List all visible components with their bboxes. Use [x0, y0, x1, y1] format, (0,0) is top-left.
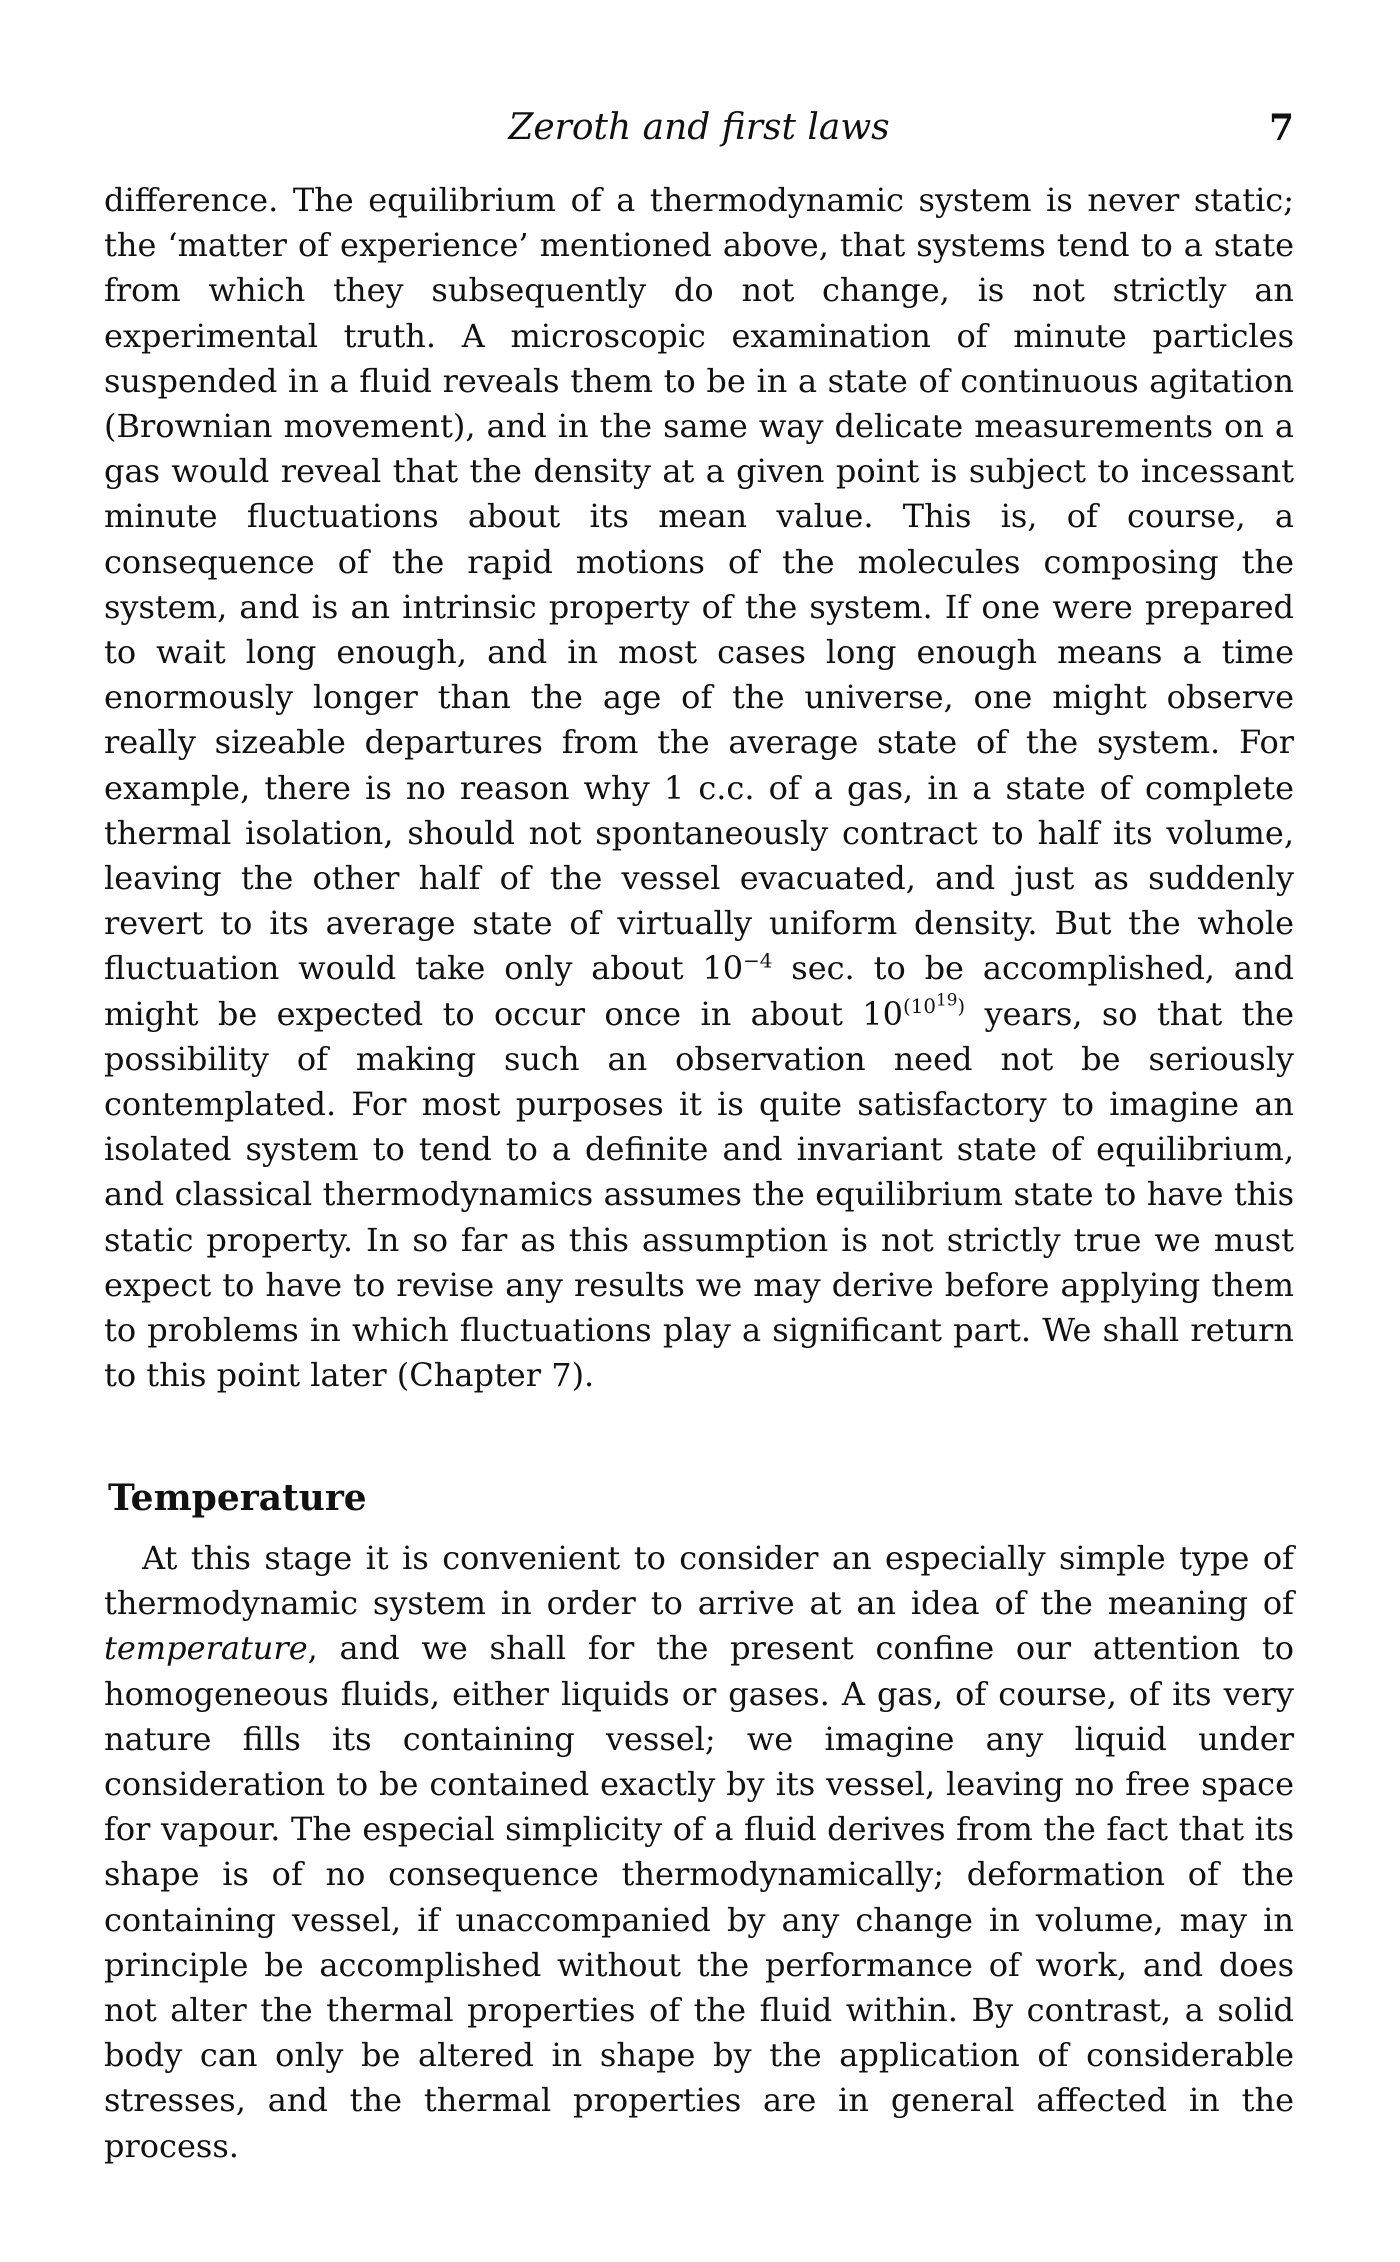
exponent-inner: 19 [935, 989, 958, 1010]
paragraph-text: At this stage it is convenient to consider an especially simple type of thermodynamic system in order to arrive at an idea of the meaning of [104, 1539, 1294, 1623]
exponent-ten-to-nineteen [903, 989, 966, 1018]
section-heading-temperature: Temperature [108, 1477, 367, 1519]
paragraph-text: sec. to be accomplished, and might be expected to occur once in about 10 [104, 949, 1295, 1033]
exponent-open: (10 [903, 995, 936, 1018]
exponent-close: ) [957, 995, 966, 1018]
exponent-minus-four: −4 [743, 949, 773, 973]
running-header [104, 104, 1294, 152]
paragraph-text: , and we shall for the present confine our attention to homogeneous fluids, either liquids or gases. A gas, of course, of its very nature fills its containing vessel; we imagine any liquid under consideration to be contained exactly by its vessel, leaving no free space for vapour. The especial simplicity of a fluid derives from the fact that its shape is of no consequence thermodynamically; deformation of the containing vessel, if unaccompanied by any change in volume, may in principle be accomplished without the performance of work, and does not alter the thermal properties of the fluid within. By contrast, a solid body can only be altered in shape by the application of considerable stresses, and the thermal properties are in general affected in the process. [104, 1629, 1294, 2165]
paragraph-temperature [104, 1536, 1294, 2169]
paragraph-fluctuations [104, 178, 1294, 1398]
paragraph-text: difference. The equilibrium of a thermodynamic system is never static; the ‘matter of experience’ mentioned above, that systems tend to a state from which they subsequently do not change, is not strictly an experimental truth. A microscopic examination of minute particles suspended in a fluid reveals them to be in a state of continuous agitation (Brownian movement), and in the same way delicate measurements on a gas would reveal that the density at a given point is subject to incessant minute fluctuations about its mean value. This is, of course, a consequence of the rapid motions of the molecules composing the system, and is an intrinsic property of the system. If one were prepared to wait long enough, and in most cases long enough means a time enormously longer than the age of the universe, one might observe really sizeable departures from the average state of the system. For example, there is no reason why 1 c.c. of a gas, in a state of complete thermal isolation, should not spontaneously contract to half its volume, leaving the other half of the vessel evacuated, and just as suddenly revert to its average state of virtually uniform density. But the whole fluctuation would take only about 10 [104, 181, 1294, 988]
paragraph-text: years, so that the possibility of making such an observation need not be seriously contemplated. For most purposes it is quite satisfactory to imagine an isolated system to tend to a definite and invariant state of equilibrium, and classical thermodynamics assumes the equilibrium state to have this static property. In so far as this assumption is not strictly true we must expect to have to revise any results we may derive before applying them to problems in which fluctuations play a significant part. We shall return to this point later (Chapter 7). [104, 994, 1295, 1395]
page-number: 7 [1268, 107, 1294, 149]
running-title: Zeroth and first laws [508, 107, 890, 148]
emphasis-temperature: temperature [104, 1629, 308, 1668]
